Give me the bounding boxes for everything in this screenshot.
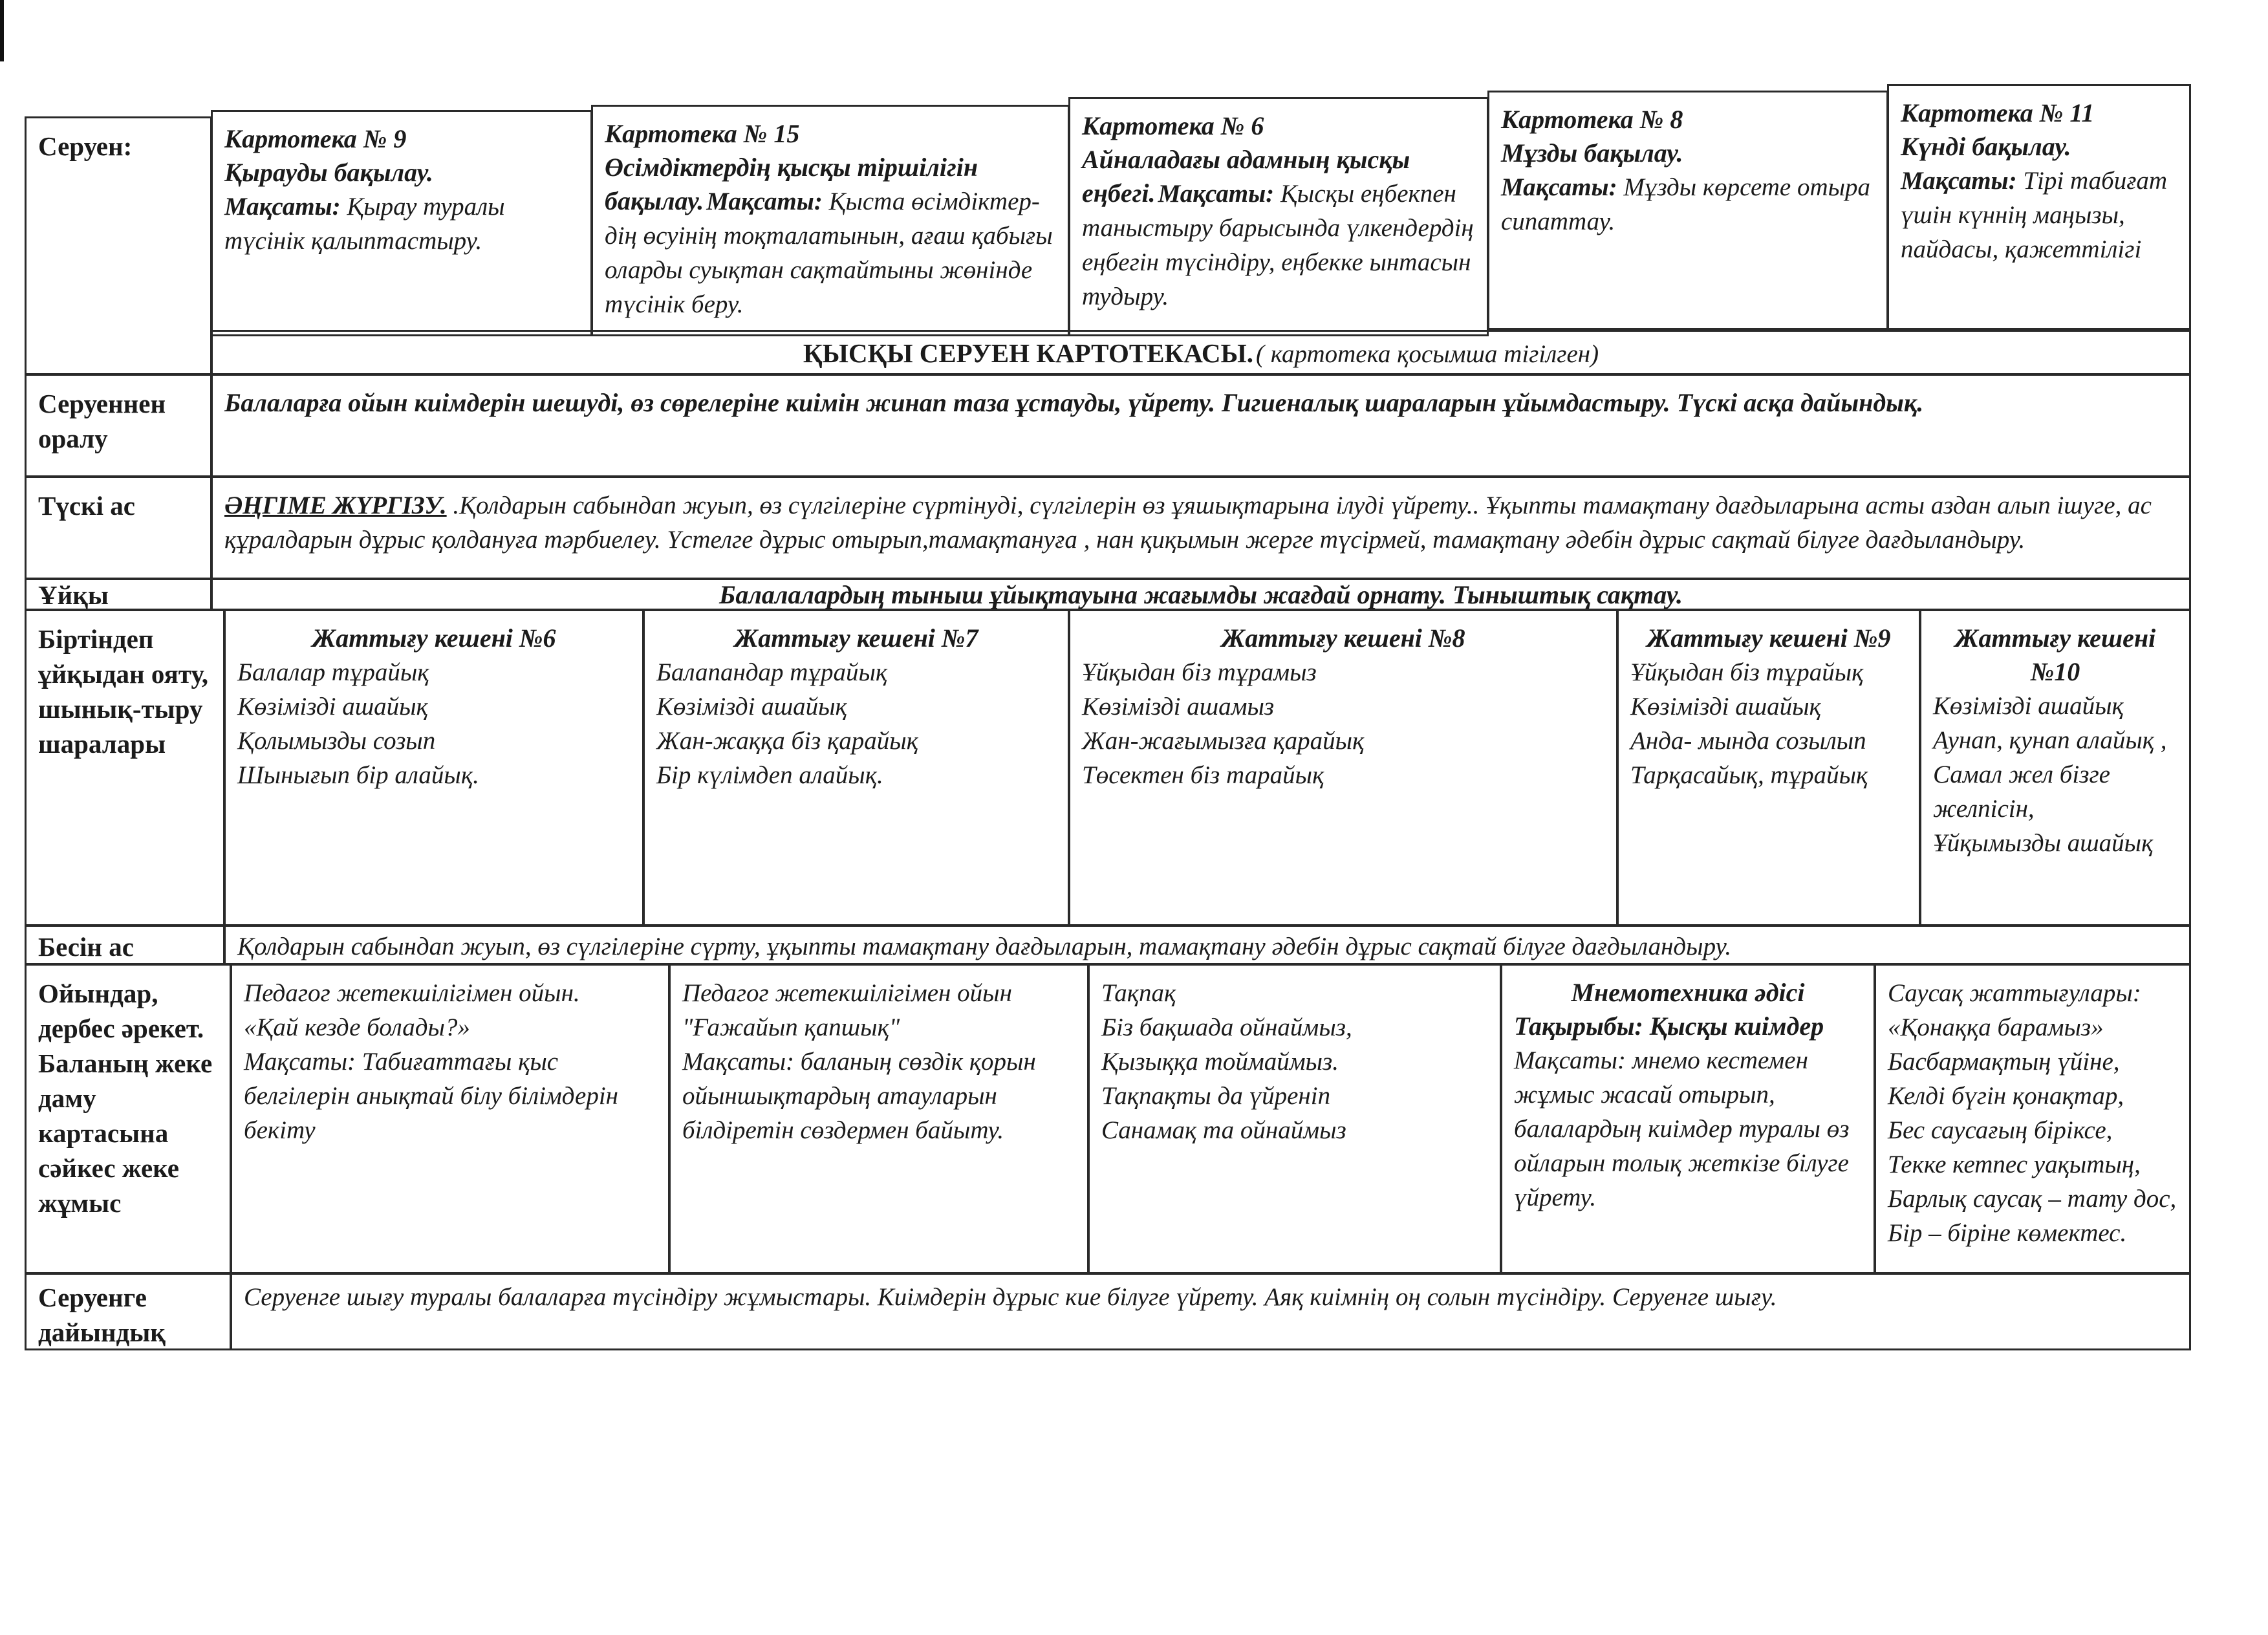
card-title: Картотека № 8	[1501, 105, 1683, 134]
complex-line: Балапандар тұрайық	[656, 658, 888, 686]
complex-line: Тарқасайық, тұрайық	[1630, 761, 1868, 789]
card-subtitle: Айналадағы адамның қысқы еңбегі.	[1082, 145, 1410, 208]
walk-card-9	[211, 110, 592, 336]
wake-complex-9	[1617, 609, 1921, 926]
games-guided-game-2: Педагог жетекшілігімен ойын "Ғажайып қапшық" Мақсаты: баланың сөздік қорын ойыншықтардың атауларын білдіретін сөздермен байыту.	[669, 964, 1089, 1274]
games-guided-game-1: Педагог жетекшілігімен ойын. «Қай кезде болады?» Мақсаты: Табиғаттағы қыс белгілерін анықтай білу білімдерін бекіту	[230, 964, 670, 1274]
complex-line: Анда- мында созылып	[1630, 727, 1866, 755]
complex-line: Ұйқыдан біз тұрамыз	[1082, 658, 1317, 686]
row-label-prep: Серуенге дайындық	[25, 1273, 232, 1350]
row-label-games: Ойындар, дербес әрекет. Баланың жеке даму картасына сәйкес жеке жұмыс	[25, 964, 232, 1274]
card-title: Картотека № 11	[1901, 98, 2095, 127]
complex-line: Көзімізді ашайық	[1630, 693, 1821, 720]
goal-text: Тірі табиғат үшін күннің маңызы, пайдасы, қажеттілігі	[1901, 167, 2168, 263]
card-subtitle: Күнді бақылау.	[1901, 132, 2071, 161]
row-label-return: Серуеннен оралу	[25, 374, 212, 477]
card-title: Картотека № 6	[1082, 111, 1264, 140]
card-title: Картотека № 15	[605, 119, 800, 148]
card-index-title: ҚЫСҚЫ СЕРУЕН КАРТОТЕКАСЫ.	[803, 338, 1253, 368]
games-mnemotechnics	[1500, 964, 1875, 1274]
games-finger-exercise: Саусақ жаттығулары: «Қонаққа барамыз» Басбармақтың үйіне, Келді бүгін қонақтар, Бес саусағың біріксе, Текке кетпес уақытың, Барлық саусақ – тату дос, Бір – біріне көмектес.	[1874, 964, 2191, 1274]
wake-complex-6	[224, 609, 644, 926]
wake-complex-10	[1919, 609, 2191, 926]
complex-line: Бір күлімдеп алайық.	[656, 761, 883, 789]
walk-card-8	[1487, 91, 1888, 330]
complex-line: Аунап, қунап алайық ,	[1933, 726, 2167, 754]
lunch-lead: ӘҢГІМЕ ЖҮРГІЗУ.	[224, 492, 447, 519]
complex-line: Төсектен біз тарайық	[1082, 761, 1324, 789]
complex-line: Жан-жаққа біз қарайық	[656, 727, 918, 755]
complex-title: Жаттығу кешені №7	[734, 623, 978, 653]
plan-table	[25, 65, 2192, 1361]
snack-content: Қолдарын сабындап жуып, өз сүлгілеріне сүрту, ұқыпты тамақтану дағдыларын, тамақтану әдебін дұрыс сақтай білуге дағдыландыру.	[224, 925, 2191, 965]
return-content: Балаларға ойын киімдерін шешуді, өз сөрелеріне киімін жинап таза ұстауды, үйрету. Гигиеналық шараларын ұйымдастыру. Түскі асқа дайындық.	[211, 374, 2191, 477]
goal-label: Мақсаты:	[706, 188, 823, 215]
games-poem: Тақпақ Біз бақшада ойнаймыз, Қызыққа тоймаймыз. Тақпақты да үйреніп Санамақ та ойнаймыз	[1088, 964, 1502, 1274]
row-label-wake: Біртіндеп ұйқыдан ояту, шынық-тыру шаралары	[25, 609, 225, 926]
complex-line: Жан-жағымызға қарайық	[1082, 727, 1365, 755]
goal-label: Мақсаты:	[224, 193, 341, 221]
card-subtitle: Өсімдіктердің қысқы тіршілігін бақылау.	[605, 153, 978, 215]
mnemo-title: Мнемотехника әдісі	[1571, 978, 1805, 1007]
complex-line: Самал жел бізге желпісін,	[1933, 761, 2110, 823]
row-label-walk: Серуен:	[25, 116, 212, 375]
row-label-snack: Бесін ас	[25, 925, 225, 965]
card-subtitle: Мұзды бақылау.	[1501, 138, 1683, 168]
complex-title: Жаттығу кешені №10	[1954, 623, 2156, 686]
goal-label: Мақсаты:	[1158, 180, 1275, 208]
complex-title: Жаттығу кешені №6	[312, 623, 556, 653]
goal-text: Мұзды көрсете отыра сипаттау.	[1501, 173, 1871, 235]
complex-title: Жаттығу кешені №9	[1647, 623, 1891, 653]
goal-label: Мақсаты:	[1901, 167, 2017, 195]
row-label-sleep: Ұйқы	[25, 578, 212, 611]
complex-title: Жаттығу кешені №8	[1221, 623, 1465, 653]
complex-line: Ұйқыдан біз тұрайық	[1630, 658, 1864, 686]
complex-line: Көзімізді ашамыз	[1082, 693, 1275, 720]
wake-complex-7	[643, 609, 1070, 926]
wake-complex-8	[1068, 609, 1618, 926]
complex-line: Балалар тұрайық	[237, 658, 429, 686]
goal-text: Қысқы еңбекпен таныстыру барысында үлкендердің еңбегін түсіндіру, еңбекке ынтасын тудыру.	[1082, 180, 1474, 310]
complex-line: Көзімізді ашайық	[1933, 692, 2124, 720]
walk-card-15	[591, 105, 1070, 336]
complex-line: Көзімізді ашайық	[237, 693, 428, 720]
complex-line: Ұйқымызды ашайық	[1933, 829, 2154, 857]
goal-label: Мақсаты:	[1501, 173, 1617, 201]
walk-card-6	[1068, 97, 1489, 336]
mnemo-goal: Мақсаты: мнемо кестемен жұмыс жасай отырып, балалардың киімдер туралы өз ойларын толық жеткізе білуге үйрету.	[1514, 1046, 1850, 1211]
goal-text: Қыста өсімдіктер-дің өсуінің тоқталатынын, ағаш қабығы оларды суықтан сақтайтыны жөнінде түсінік беру.	[605, 188, 1053, 318]
lunch-text: .Қолдарын сабындап жуып, өз сүлгілеріне сүртінуді, сүлгілерін өз ұяшықтарына ілуді үйрету.. Ұқыпты тамақтану дағдыларына асты аздан алып ішуге, ас құралдарын дұрыс қолдануға тәрбиелеу. Үстелге дұрыс отырып,тамақтануға , нан қиқымын жерге түсірмей, тамақтану әдебін дұрыс сақтай білуге дағдыландыру.	[224, 492, 2152, 554]
scan-edge-mark	[0, 0, 4, 61]
lunch-content	[211, 476, 2191, 579]
card-subtitle: Қырауды бақылау.	[224, 158, 433, 187]
walk-card-11	[1887, 84, 2191, 330]
complex-line: Көзімізді ашайық	[656, 693, 847, 720]
row-label-lunch: Түскі ас	[25, 476, 212, 579]
complex-line: Қолымызды созып	[237, 727, 436, 755]
complex-line: Шынығып бір алайық.	[237, 761, 479, 789]
card-title: Картотека № 9	[224, 124, 407, 153]
prep-content: Серуенге шығу туралы балаларға түсіндіру жұмыстары. Киімдерін дұрыс кие білуге үйрету. Аяқ киімнің оң солын түсіндіру. Серуенге шығу.	[230, 1273, 2191, 1350]
card-index-note: ( картотека қосымша тігілген)	[1255, 340, 1599, 368]
goal-text: Қырау туралы түсінік қалыптастыру.	[224, 193, 505, 255]
mnemo-topic: Тақырыбы: Қысқы киімдер	[1514, 1012, 1824, 1041]
walk-card-index-footer	[211, 330, 2191, 375]
sleep-content: Балалалардың тыныш ұйықтауына жағымды жағдай орнату. Тыныштық сақтау.	[211, 578, 2191, 611]
